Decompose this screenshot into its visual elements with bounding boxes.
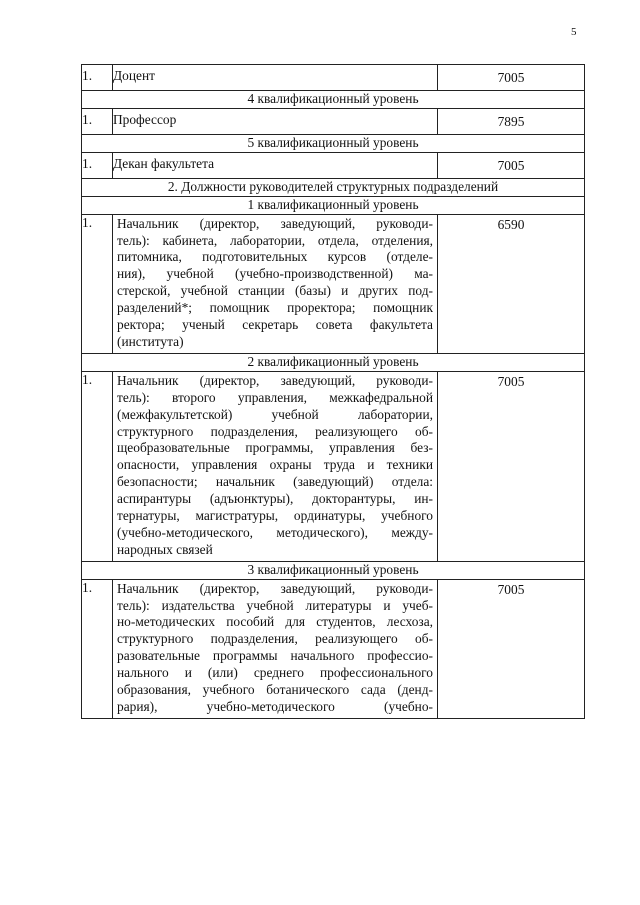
title-line: структурного подразделения, реализующего об- [117,631,433,647]
row-number: 1. [82,108,113,134]
title-line: стерской, учебной станции (базы) и других под- [117,283,433,299]
title-line: тель): второго управления, межкафедральной [117,389,433,405]
title-line: ректора; ученый секретарь совета факультета [117,317,433,333]
section-heading: 1 квалификационный уровень [82,196,585,214]
section-row [82,353,585,371]
position-title: Доцент [113,65,438,91]
section-heading: 3 квалификационный уровень [82,561,585,579]
title-line: (учебно-методического, методического), между- [117,524,433,540]
section-heading: 2 квалификационный уровень [82,353,585,371]
title-line: Начальник (директор, заведующий, руководи- [117,215,433,231]
section-heading: 5 квалификационный уровень [82,134,585,152]
section-heading: 2. Должности руководителей структурных подразделений [82,178,585,196]
salary-value: 6590 [438,214,585,353]
salary-value: 7005 [438,65,585,91]
title-line: Начальник (директор, заведующий, руководи- [117,372,433,388]
title-line: питомника, подготовительных курсов (отделе- [117,249,433,265]
salary-value: 7895 [438,108,585,134]
table-row [82,152,585,178]
title-line: разовательные программы начального профессио- [117,648,433,664]
page-number: 5 [571,26,577,38]
table-row [82,579,585,718]
title-line: но-методических пособий для студентов, лесхоза, [117,614,433,630]
salary-value: 7005 [438,579,585,718]
position-title [113,214,438,353]
section-row [82,178,585,196]
row-number: 1. [82,214,113,353]
title-line: нального и (или) среднего профессионального [117,665,433,681]
section-heading: 4 квалификационный уровень [82,91,585,109]
title-line: разделений*; помощник проректора; помощник [117,300,433,316]
section-row [82,561,585,579]
title-line: (института) [117,333,184,349]
section-row [82,196,585,214]
title-line: структурного подразделения, реализующего об- [117,423,433,439]
salary-value: 7005 [438,371,585,561]
title-line: опасности, управления охраны труда и техники [117,457,433,473]
table-row [82,371,585,561]
salary-value: 7005 [438,152,585,178]
title-line: щеобразовательные программы, управления без- [117,440,433,456]
salary-table [81,64,585,719]
position-title [113,579,438,718]
title-line: тель): кабинета, лаборатории, отдела, отделения, [117,232,433,248]
table-row [82,214,585,353]
position-title: Декан факультета [113,152,438,178]
title-line: тель): издательства учебной литературы и учеб- [117,597,433,613]
section-row [82,134,585,152]
row-number: 1. [82,371,113,561]
row-number: 1. [82,152,113,178]
title-line: образования, учебного ботанического сада (денд- [117,682,433,698]
title-line: тернатуры, магистратуры, ординатуры, учебного [117,508,433,524]
title-line: безопасности; начальник (заведующий) отдела: [117,474,433,490]
row-number: 1. [82,579,113,718]
title-line: народных связей [117,541,213,557]
title-line: Начальник (директор, заведующий, руководи- [117,580,433,596]
row-number: 1. [82,65,113,91]
position-title: Профессор [113,108,438,134]
title-line: ния), учебной (учебно-производственной) ма- [117,266,433,282]
table-row [82,65,585,91]
section-row [82,91,585,109]
title-line: (межфакультетской) учебной лаборатории, [117,406,433,422]
title-line: рария), учебно-методического (учебно- [117,699,433,714]
title-line: аспирантуры (адъюнктуры), докторантуры, ин- [117,491,433,507]
table-row [82,108,585,134]
position-title [113,371,438,561]
